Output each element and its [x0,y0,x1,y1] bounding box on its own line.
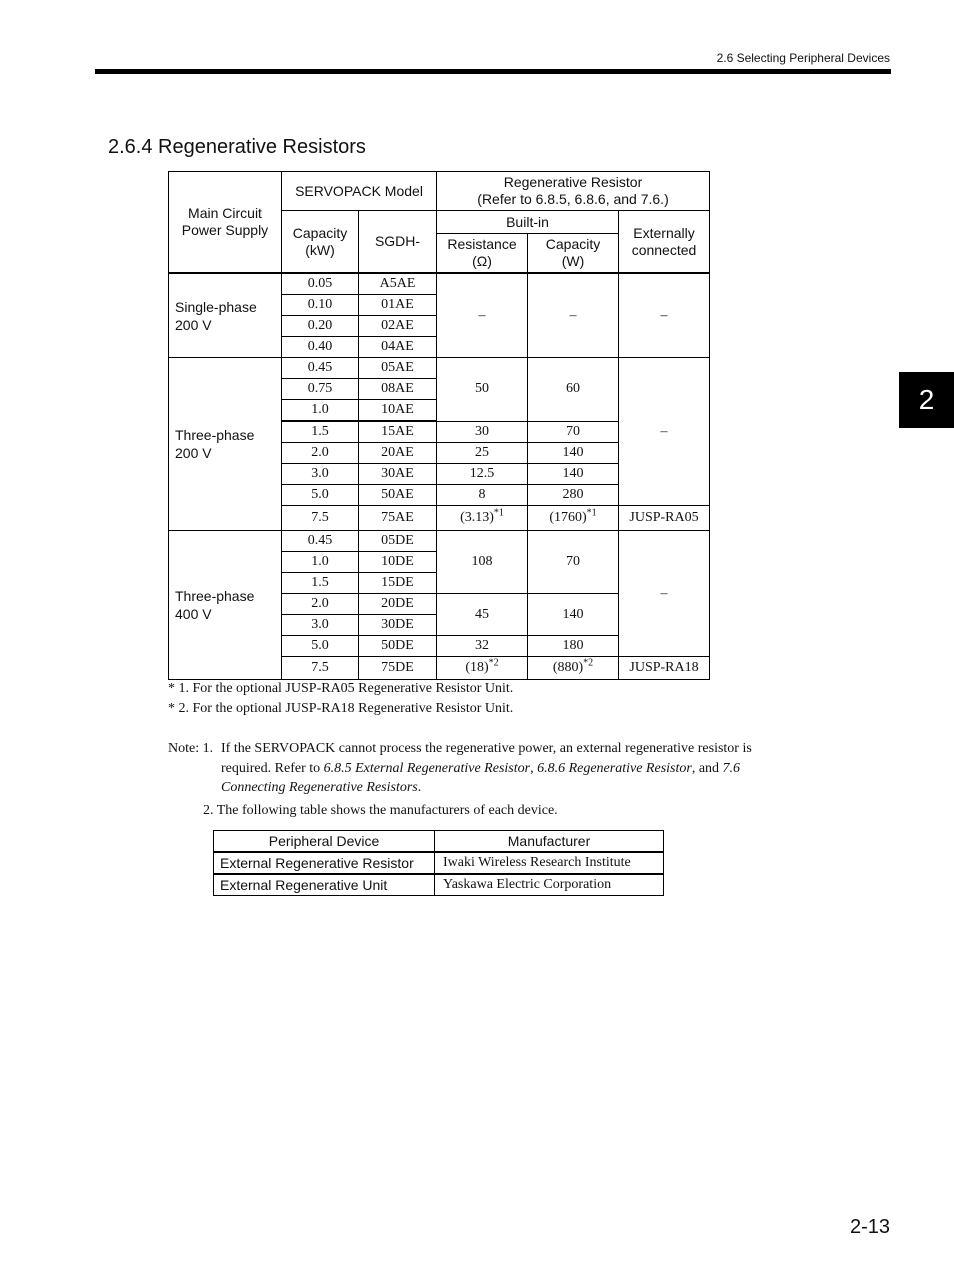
header-built-in: Built-in [437,211,619,234]
model-cell: 15DE [359,573,437,594]
header-regenerative-resistor [437,172,710,211]
resistance-cell: 45 [437,594,528,636]
capacity-cell: 0.45 [282,531,359,552]
capacity-w-cell: – [528,273,619,358]
resistance-cell: 8 [437,485,528,506]
header-manufacturer: Manufacturer [435,831,664,853]
header-capacity-w-unit: (W) [561,253,585,269]
model-cell: 75AE [359,506,437,531]
running-header: 2.6 Selecting Peripheral Devices [716,51,890,65]
group-single-phase-200v: Single-phase 200 V [169,273,282,358]
capacity-cell: 7.5 [282,657,359,680]
resistance-value: (3.13) [460,510,494,525]
model-cell: 01AE [359,295,437,316]
manufacturer-table [213,830,664,896]
note-1-ref-2: 6.8.6 Regenerative Resistor [537,760,692,776]
footnote-2: * 2. For the optional JUSP-RA18 Regenerative Resistor Unit. [168,701,514,716]
note-1-ref-1: 6.8.5 External Regenerative Resistor [323,760,531,776]
external-cell: JUSP-RA18 [619,657,710,680]
capacity-cell: 1.5 [282,573,359,594]
capacity-w-cell: 180 [528,636,619,657]
capacity-w-cell: 70 [528,531,619,594]
capacity-w-value: (880) [552,660,584,675]
resistance-cell: 108 [437,531,528,594]
capacity-w-cell [528,506,619,531]
capacity-cell: 2.0 [282,443,359,464]
capacity-cell: 3.0 [282,464,359,485]
note-1-body [221,739,788,798]
external-cell: – [619,358,710,506]
note-1-text: If the SERVOPACK cannot process the regenerative power, an external regenerative resistor is required. Refer to [221,741,752,776]
manufacturer-cell: Yaskawa Electric Corporation [435,874,664,896]
regenerative-resistor-table [168,171,710,680]
header-main-circuit-power-supply: Main Circuit Power Supply [169,172,282,274]
capacity-w-cell: 70 [528,421,619,443]
header-sgdh: SGDH- [359,211,437,274]
resistance-cell: 12.5 [437,464,528,485]
note-1-sep: , [530,760,538,776]
capacity-cell: 5.0 [282,636,359,657]
header-externally-connected: Externally connected [619,211,710,274]
capacity-cell: 3.0 [282,615,359,636]
capacity-cell: 0.45 [282,358,359,379]
note-1 [168,739,788,798]
resistance-value: (18) [465,660,489,675]
header-capacity-w-label: Capacity [545,236,601,252]
external-cell: JUSP-RA05 [619,506,710,531]
capacity-w-cell: 140 [528,594,619,636]
note-1-sep: , and [691,760,723,776]
capacity-w-cell: 140 [528,464,619,485]
device-cell: External Regenerative Unit [214,874,435,896]
capacity-cell: 0.05 [282,273,359,295]
model-cell: 10DE [359,552,437,573]
capacity-cell: 7.5 [282,506,359,531]
capacity-cell: 1.0 [282,552,359,573]
header-regenerative-resistor-title: Regenerative Resistor [503,174,643,190]
header-resistance-unit: (Ω) [472,253,492,269]
model-cell: 30AE [359,464,437,485]
device-cell: External Regenerative Resistor [214,852,435,874]
note-1-end: . [417,780,422,795]
header-rule [95,69,891,74]
resistance-cell [437,657,528,680]
model-cell: 08AE [359,379,437,400]
model-cell: A5AE [359,273,437,295]
capacity-w-cell: 140 [528,443,619,464]
note-1-ref-3: 7.6 Connecting Regenerative Resistors [221,760,741,795]
page-number: 2-13 [849,1216,890,1238]
model-cell: 50DE [359,636,437,657]
capacity-cell: 0.20 [282,316,359,337]
header-capacity-w [528,234,619,274]
section-title: 2.6.4 Regenerative Resistors [108,136,366,158]
model-cell: 20AE [359,443,437,464]
model-cell: 20DE [359,594,437,615]
group-three-phase-400v: Three-phase 400 V [169,531,282,680]
model-cell: 05DE [359,531,437,552]
resistance-cell: – [437,273,528,358]
capacity-cell: 0.40 [282,337,359,358]
resistance-cell: 30 [437,421,528,443]
header-servopack-model: SERVOPACK Model [282,172,437,211]
model-cell: 75DE [359,657,437,680]
footnote-ref: *2 [583,657,594,669]
model-cell: 10AE [359,400,437,422]
header-peripheral-device: Peripheral Device [214,831,435,853]
note-label: Note: 1. [168,741,214,756]
header-capacity-kw: Capacity (kW) [282,211,359,274]
model-cell: 30DE [359,615,437,636]
model-cell: 05AE [359,358,437,379]
capacity-cell: 2.0 [282,594,359,615]
footnote-ref: *1 [586,507,597,519]
model-cell: 15AE [359,421,437,443]
header-resistance-label: Resistance [447,236,517,252]
note-2: 2. The following table shows the manufacturers of each device. [203,803,558,818]
footnote-ref: *2 [488,657,499,669]
group-three-phase-200v: Three-phase 200 V [169,358,282,531]
capacity-cell: 5.0 [282,485,359,506]
external-cell: – [619,531,710,657]
model-cell: 04AE [359,337,437,358]
external-cell: – [619,273,710,358]
capacity-cell: 0.75 [282,379,359,400]
capacity-cell: 1.0 [282,400,359,422]
model-cell: 50AE [359,485,437,506]
capacity-w-cell: 280 [528,485,619,506]
chapter-tab: 2 [899,372,954,428]
resistance-cell [437,506,528,531]
capacity-w-value: (1760) [549,510,587,525]
resistance-cell: 32 [437,636,528,657]
capacity-cell: 0.10 [282,295,359,316]
model-cell: 02AE [359,316,437,337]
resistance-cell: 25 [437,443,528,464]
capacity-w-cell [528,657,619,680]
resistance-cell: 50 [437,358,528,422]
header-resistance [437,234,528,274]
footnote-1: * 1. For the optional JUSP-RA05 Regenerative Resistor Unit. [168,681,514,696]
header-regenerative-resistor-ref: (Refer to 6.8.5, 6.8.6, and 7.6.) [477,191,669,207]
footnote-ref: *1 [493,507,504,519]
capacity-w-cell: 60 [528,358,619,422]
capacity-cell: 1.5 [282,421,359,443]
manufacturer-cell: Iwaki Wireless Research Institute [435,852,664,874]
